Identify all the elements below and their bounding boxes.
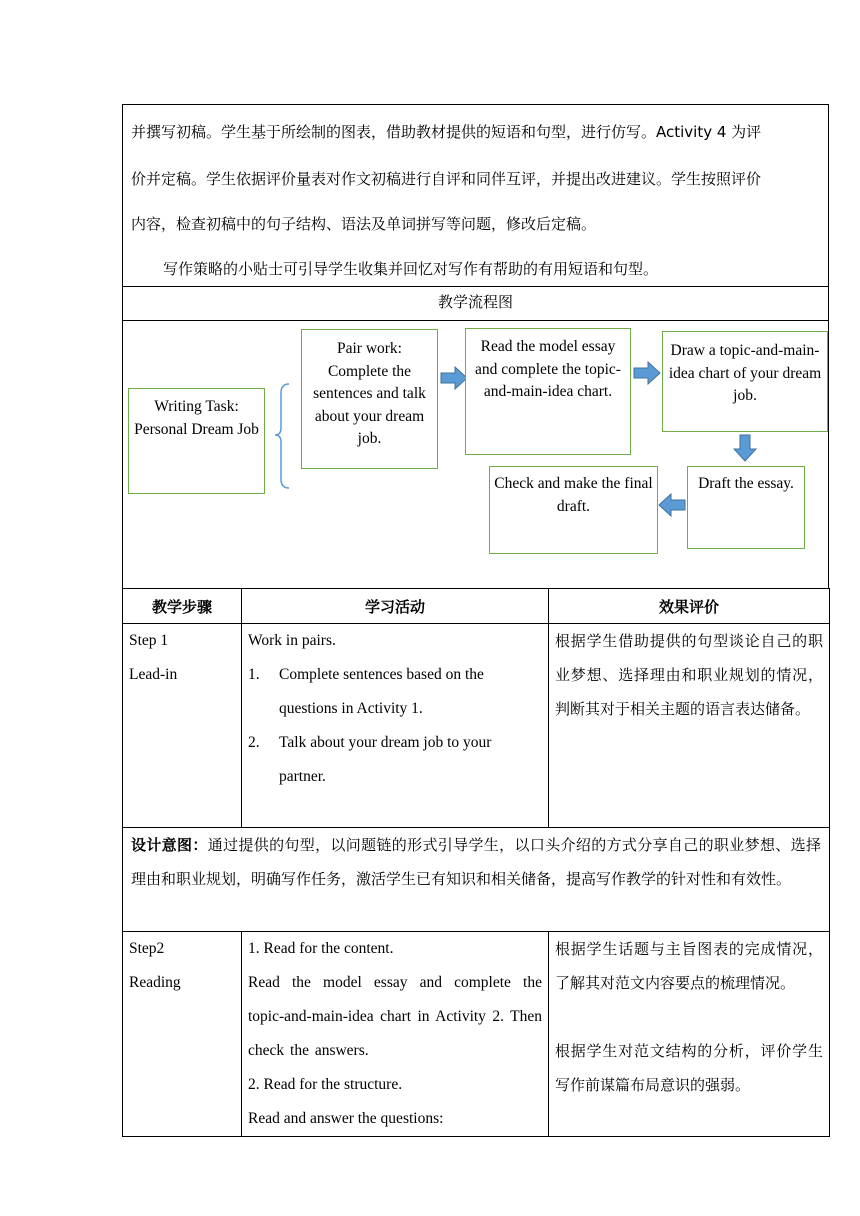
step-box-read-model: Read the model essay and complete the topic-and-main-idea chart.: [465, 328, 631, 455]
table-row: [123, 624, 830, 828]
intro-line-3: 内容，检查初稿中的句子结构、语法及单词拼写等问题，修改后定稿。: [131, 215, 597, 233]
intro-line-2: 价并定稿。学生依据评价量表对作文初稿进行自评和同伴互评，并提出改进建议。学生按照评价: [131, 170, 762, 188]
header-activity: 学习活动: [242, 589, 549, 624]
intro-line-4: 写作策略的小贴士可引导学生收集并回忆对写作有帮助的有用短语和句型。: [163, 260, 659, 278]
activity-text: 1. Read for the content.: [248, 940, 394, 957]
step-box-final-draft: Check and make the final draft.: [489, 466, 658, 554]
step-title: Reading: [129, 974, 181, 991]
evaluation-cell: 根据学生借助提供的句型谈论自己的职业梦想、选择理由和职业规划的情况，判断其对于相关主题的语言表达储备。: [549, 624, 830, 828]
step-cell: [123, 932, 242, 1137]
task-box: Writing Task: Personal Dream Job: [128, 388, 265, 494]
flowchart: [122, 320, 829, 589]
arrow-right-icon: [440, 366, 468, 390]
table-row: [123, 932, 830, 1137]
design-intent-cell: [123, 828, 830, 932]
brace-icon: [273, 381, 293, 491]
list-number: 2.: [248, 734, 260, 751]
design-intent-text: 通过提供的句型，以问题链的形式引导学生，以口头介绍的方式分享自己的职业梦想、选择理由和职业规划，明确写作任务，激活学生已有知识和相关储备，提高写作教学的针对性和有效性。: [131, 836, 821, 888]
evaluation-text: 根据学生对范文结构的分析，评价学生写作前谋篇布局意识的强弱。: [555, 1042, 823, 1094]
step-number: Step2: [129, 940, 165, 957]
step-cell: [123, 624, 242, 828]
step-number: Step 1: [129, 632, 169, 649]
activity-text: Read and answer the questions:: [248, 1110, 444, 1127]
activity-text: 2. Read for the structure.: [248, 1076, 403, 1093]
header-step: 教学步骤: [123, 589, 242, 624]
activity-cell: [242, 932, 549, 1137]
design-intent-label: 设计意图：: [131, 836, 208, 854]
evaluation-text: 根据学生话题与主旨图表的完成情况，了解其对范文内容要点的梳理情况。: [555, 940, 823, 992]
arrow-left-icon: [658, 493, 686, 517]
activity-intro: Work in pairs.: [248, 632, 336, 649]
activity-text: Read the model essay and complete the topic-and-main-idea chart in Activity 2. Then check the answers.: [248, 974, 542, 1059]
table-header-row: [123, 589, 830, 624]
flowchart-heading: 教学流程图: [122, 286, 829, 320]
arrow-right-icon: [633, 361, 661, 385]
list-item: [248, 726, 542, 794]
step-title: Lead-in: [129, 666, 178, 683]
step-box-draft: Draft the essay.: [687, 466, 805, 549]
step-box-draw-chart: Draw a topic-and-main-idea chart of your dream job.: [662, 331, 828, 432]
intro-section: [122, 104, 829, 286]
arrow-down-icon: [733, 434, 757, 462]
evaluation-cell: [549, 932, 830, 1137]
intro-line-1: 并撰写初稿。学生基于所绘制的图表，借助教材提供的短语和句型，进行仿写。Activity 4 为评: [131, 123, 762, 141]
list-text: Complete sentences based on the questions in Activity 1.: [279, 666, 484, 717]
activity-cell: [242, 624, 549, 828]
step-box-pair-work: Pair work: Complete the sentences and talk about your dream job.: [301, 329, 438, 469]
teaching-steps-table: [122, 588, 830, 1137]
list-item: [248, 658, 542, 726]
header-evaluation: 效果评价: [549, 589, 830, 624]
design-intent-row: [123, 828, 830, 932]
list-number: 1.: [248, 666, 260, 683]
list-text: Talk about your dream job to your partner.: [279, 734, 492, 785]
